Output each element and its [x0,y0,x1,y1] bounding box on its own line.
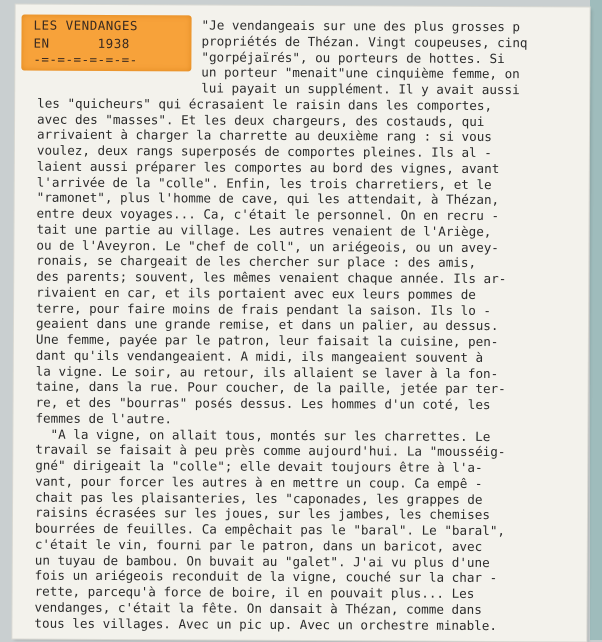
text-line: ou de l'Aveyron. Le "chef de coll", un ariégeois, ou un avey- [36,237,499,255]
text-line: travail se faisait à peu près comme aujourd'hui. La "mousséig- [35,441,506,460]
text-line: terre, pour faire moins de frais pendant la saison. Ils lo - [36,300,492,318]
title-line-1: LES VENDANGES [33,17,138,34]
text-line: ronais, se chargeait de les chercher sur place : des amis, [36,252,477,271]
text-line: re, et des "bourras" posés dessus. Les hommes d'un coté, les [35,394,491,412]
text-line: avec des "masses". Et les deux chargeurs, des costauds, qui [37,111,485,129]
text-line: taine, dans la rue. Pour coucher, de la paille, jetée par ter- [35,378,506,397]
text-line: voulez, deux rangs superposés de comportes pleines. Ils al - [36,142,492,160]
text-line: fois un ariégeois reconduit de la vigne, couché sur la char - [34,567,498,586]
text-line: la vigne. Le soir, au retour, ils allaient se laver à la fon- [35,363,499,381]
text-line: gné" dirigeait la "colle"; elle devait toujours être à l'a- [35,457,483,475]
text-line: geaient dans une grande remise, et dans un palier, au dessus. [35,315,499,334]
text-line: Une femme, payée par le patron, leur faisait la cuisine, pen- [35,331,499,350]
text-line: rivaient en car, et ils portaient avec eux leurs pommes de [36,284,476,302]
text-line: propriétés de Thézan. Vingt coupeuses, cinq [201,33,528,50]
text-line: femmes de l'autre. [35,410,173,427]
background-strip [590,0,602,640]
text-line: les "quicheurs" qui écrasaient le raisin dans les comportes, [37,95,493,113]
text-line: chait pas les plaisanteries, les "caponades, les grappes de [35,489,483,507]
text-line: "A la vigne, on allait tous, montés sur les charrettes. Le [35,426,491,444]
text-line: "ramonet", plus l'homme de cave, qui les attendait, à Thézan, [36,189,500,208]
text-line: tous les villages. Avec un pic up. Avec un orchestre minable. [34,615,497,633]
text-line: rette, parcequ'à force de boire, il en pouvait plus... Les [34,583,475,601]
text-line: arrivaient à charger la charrette au deuxième rang : si vous [36,126,492,145]
title-underline: -=-=-=-=-=-=- [33,51,138,68]
text-line: bourrées de feuilles. Ca empêchait pas le "baral". Le "baral", [34,520,506,539]
text-line: dant qu'ils vendangeaient. A midi, ils mangeaient souvent à [35,347,484,365]
text-line: "gorpéjaïrés", ou porteurs de hottes. Si [201,48,505,66]
document-page [12,5,589,642]
text-line: tait une partie au village. Les autres venaient de l'Ariège, [36,221,492,239]
text-line: un tuyau de bambou. On buvait au "galet". J'ai vu plus d'une [34,552,490,570]
text-line: l'arrivée de la "colle". Enfin, les trois charretiers, et le [36,174,492,192]
text-line: raisins écrasées sur les joues, sur les jambes, les chemises [34,504,490,523]
title-line-2: EN 1938 [33,35,130,52]
text-line: des parents; souvent, les mêmes venaient chaque année. Ils ar- [36,268,507,287]
text-line: entre deux voyages... Ca, c'était le personnel. On en recru - [36,205,500,224]
text-line: "Je vendangeais sur une des plus grosses p [201,17,521,35]
text-line: un porteur "menait"une cinquième femme, on [201,64,520,82]
text-line: vant, pour forcer les autres à en mettre un coup. Ca empê - [35,473,483,491]
text-line: lui payait un supplément. Il y avait aussi [201,80,520,98]
text-line: c'était le vin, fourni par le patron, dans un baricot, avec [34,536,483,554]
text-line: laient aussi préparer les comportes au bord des vignes, avant [36,158,500,176]
text-line: vendanges, c'était la fête. On dansait à Thézan, comme dans [34,599,482,617]
